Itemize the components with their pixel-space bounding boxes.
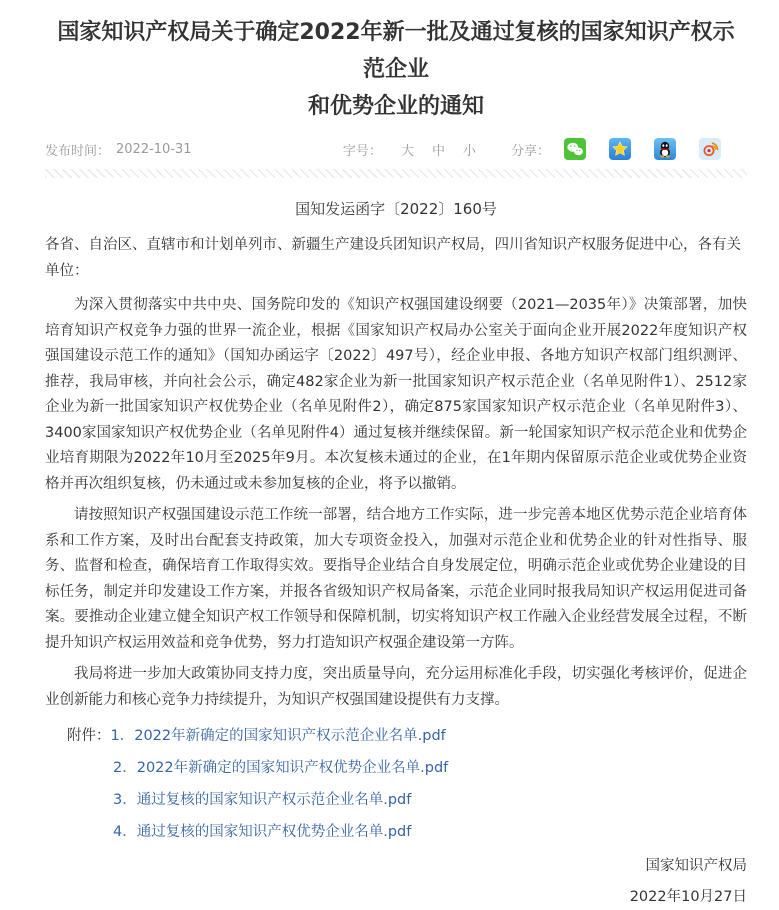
document-number: 国知发运函字〔2022〕160号 bbox=[295, 200, 497, 218]
font-size-medium-button[interactable]: 中 bbox=[431, 143, 445, 159]
font-size-small-button[interactable]: 小 bbox=[462, 143, 476, 159]
share-icon-group bbox=[564, 138, 721, 160]
wechat-share-icon[interactable] bbox=[564, 138, 586, 160]
attachment-link-4[interactable]: 4．通过复核的国家知识产权优势企业名单.pdf bbox=[113, 824, 412, 840]
publish-time-label: 发布时间： bbox=[45, 143, 111, 159]
qzone-share-icon[interactable] bbox=[609, 138, 631, 160]
attachment-link-3[interactable]: 3．通过复核的国家知识产权示范企业名单.pdf bbox=[113, 792, 412, 808]
attachment-row-2 bbox=[67, 756, 747, 781]
paragraph-1: 为深入贯彻落实中共中央、国务院印发的《知识产权强国建设纲要（2021—2035年）》决策部署，加快培育知识产权竞争力强的世界一流企业，根据《国家知识产权局办公室关于面向企业开展2022年度知识产权强国建设示范工作的通知》（国知办函运字〔2022〕497号），经企业申报、各地方知识产权部门组织测评、推荐，我局审核，并向社会公示，确定482家企业为新一批国家知识产权示范企业（名单见附件1）、2512家企业为新一批国家知识产权优势企业（名单见附件2），确定875家国家知识产权示范企业（名单见附件3）、3400家国家知识产权优势企业（名单见附件4）通过复核并继续保留。新一轮国家知识产权示范企业和优势企业培育期限为2022年10月至2025年9月。本次复核未通过的企业，在1年期内保留原示范企业或优势企业资格并再次组织复核，仍未通过或未参加复核的企业，将予以撤销。 bbox=[45, 297, 747, 492]
weibo-share-icon[interactable] bbox=[699, 138, 721, 160]
hatch-divider bbox=[45, 169, 747, 178]
attachments-section bbox=[45, 724, 747, 845]
qq-share-icon[interactable] bbox=[654, 138, 676, 160]
font-size-label: 字号： bbox=[342, 143, 382, 159]
attachment-link-2[interactable]: 2．2022年新确定的国家知识产权优势企业名单.pdf bbox=[113, 760, 449, 776]
meta-bar bbox=[45, 138, 747, 160]
salutation: 各省、自治区、直辖市和计划单列市、新疆生产建设兵团知识产权局，四川省知识产权服务促进中心，各有关单位： bbox=[45, 237, 741, 279]
attachment-row-4 bbox=[67, 820, 747, 845]
attachments-label: 附件： bbox=[67, 728, 111, 744]
page-title-line1: 国家知识产权局关于确定2022年新一批及通过复核的国家知识产权示范企业 bbox=[57, 20, 735, 82]
page-title-line2: 和优势企业的通知 bbox=[307, 94, 484, 119]
meta-controls bbox=[343, 138, 721, 160]
paragraph-2: 请按照知识产权强国建设示范工作统一部署，结合地方工作实际，进一步完善本地区优势示范企业培育体系和工作方案，及时出台配套支持政策，加大专项资金投入，加强对示范企业和优势企业的针对性指导、服务、监督和检查，确保培育工作取得实效。要指导企业结合自身发展定位，明确示范企业或优势企业建设的目标任务，制定并印发建设工作方案，并报各省级知识产权局备案，示范企业同时报我局知识产权运用促进司备案。要推动企业建立健全知识产权工作领导和保障机制，切实将知识产权工作融入企业经营发展全过程，不断提升知识产权运用效益和竞争优势，努力打造知识产权强企建设第一方阵。 bbox=[45, 507, 747, 651]
publish-time bbox=[45, 140, 192, 159]
attachment-link-1[interactable]: 1．2022年新确定的国家知识产权示范企业名单.pdf bbox=[110, 728, 446, 744]
attachment-row-1 bbox=[67, 724, 747, 749]
font-size-large-button[interactable]: 大 bbox=[400, 143, 414, 159]
paragraph-3: 我局将进一步加大政策协同支持力度，突出质量导向，充分运用标准化手段，切实强化考核评价，促进企业创新能力和核心竞争力持续提升，为知识产权强国建设提供有力支撑。 bbox=[45, 666, 747, 708]
issue-date: 2022年10月27日 bbox=[629, 889, 747, 905]
page-title bbox=[45, 14, 747, 125]
publish-time-value: 2022-10-31 bbox=[116, 141, 192, 157]
attachment-row-3 bbox=[67, 788, 747, 813]
share-label: 分享： bbox=[510, 143, 550, 159]
issuer-signature: 国家知识产权局 bbox=[645, 858, 747, 874]
